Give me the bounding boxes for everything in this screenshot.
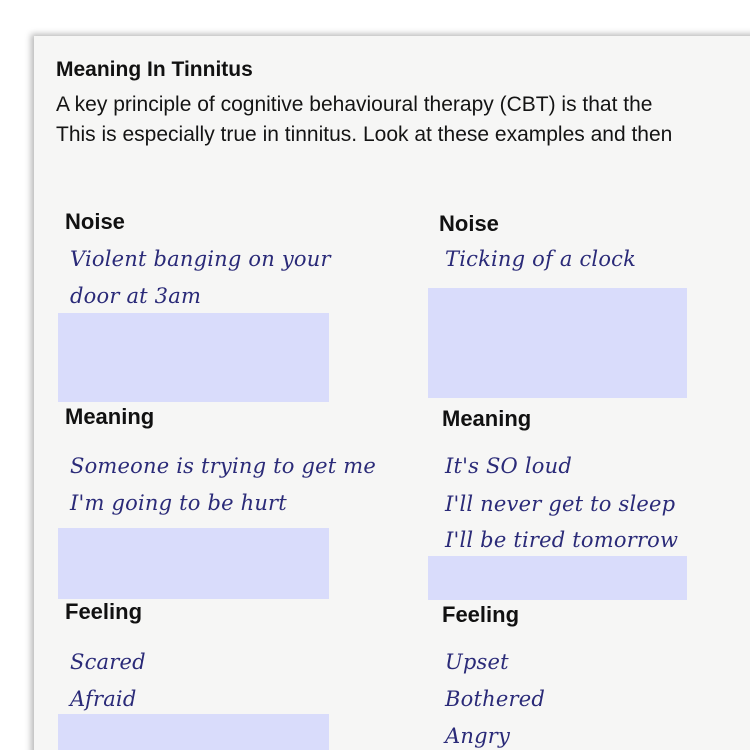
worksheet-title: Meaning In Tinnitus bbox=[56, 58, 253, 81]
intro-text bbox=[56, 90, 672, 150]
feeling-text-left: Scared bbox=[70, 650, 146, 674]
feeling-text-right: Angry bbox=[445, 724, 511, 748]
feeling-heading-left: Feeling bbox=[65, 599, 143, 624]
noise-text-left: door at 3am bbox=[70, 284, 202, 308]
meaning-text-left: I'm going to be hurt bbox=[70, 491, 287, 515]
meaning-text-right: I'll never get to sleep bbox=[445, 492, 676, 516]
answer-box-noise-right[interactable] bbox=[428, 288, 687, 398]
meaning-heading-left: Meaning bbox=[65, 404, 155, 429]
feeling-text-left: Afraid bbox=[70, 687, 137, 711]
meaning-text-right: I'll be tired tomorrow bbox=[445, 528, 679, 552]
intro-line: This is especially true in tinnitus. Look at these examples and then bbox=[56, 123, 673, 146]
answer-box-feeling-left[interactable] bbox=[58, 714, 329, 750]
meaning-heading-right: Meaning bbox=[442, 406, 532, 431]
feeling-heading-right: Feeling bbox=[442, 602, 520, 627]
noise-heading-left: Noise bbox=[65, 209, 125, 234]
feeling-text-right: Upset bbox=[445, 650, 509, 674]
feeling-text-right: Bothered bbox=[445, 687, 545, 711]
meaning-text-left: Someone is trying to get me bbox=[70, 454, 376, 478]
meaning-text-right: It's SO loud bbox=[445, 454, 572, 478]
answer-box-meaning-left[interactable] bbox=[58, 528, 329, 599]
worksheet-sheet bbox=[34, 36, 750, 750]
noise-text-right: Ticking of a clock bbox=[445, 247, 637, 271]
answer-box-noise-left[interactable] bbox=[58, 313, 329, 402]
noise-heading-right: Noise bbox=[439, 211, 499, 236]
answer-box-meaning-right[interactable] bbox=[428, 556, 687, 600]
intro-line: A key principle of cognitive behavioural therapy (CBT) is that the bbox=[56, 93, 653, 116]
noise-text-left: Violent banging on your bbox=[70, 247, 331, 271]
